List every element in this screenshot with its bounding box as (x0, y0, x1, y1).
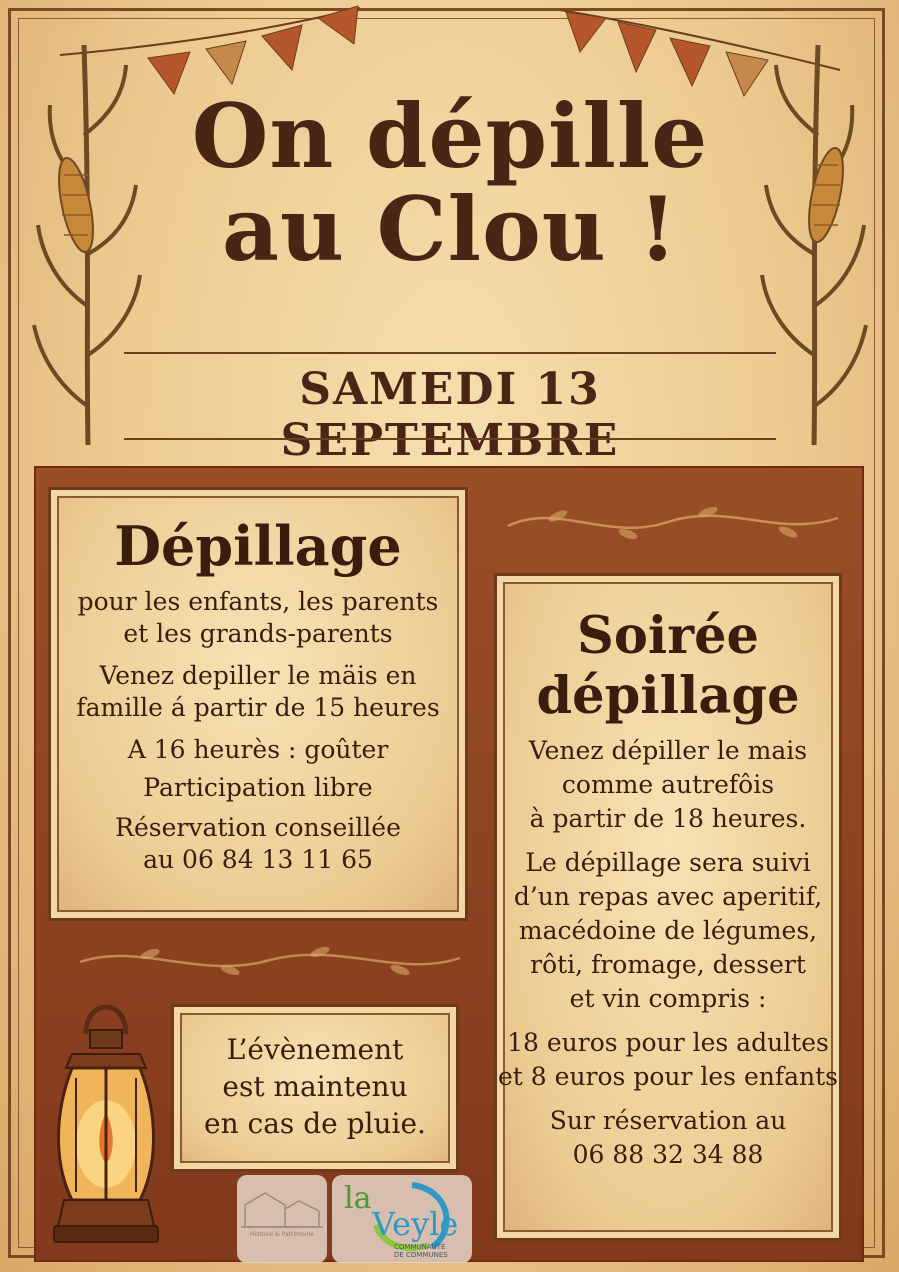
soiree-heading (497, 606, 839, 726)
veyle-subtitle-line-2: DE COMMUNES (394, 1251, 448, 1259)
title-line-1: On dépille (191, 84, 709, 188)
reservation-phone-1: au 06 84 13 11 65 (143, 845, 373, 874)
depillage-line: famille á partir de 15 heures (76, 693, 440, 722)
veyle-subtitle (394, 1243, 448, 1259)
soiree-price-children: et 8 euros pour les enfants (498, 1062, 838, 1091)
leaf-swirl-ornament-mid-icon (70, 936, 470, 986)
reservation-phone-2: 06 88 32 34 88 (572, 1140, 764, 1169)
soiree-line: et vin compris : (569, 984, 767, 1013)
building-outline-icon (237, 1175, 327, 1235)
depillage-line: pour les enfants, les parents (77, 587, 439, 616)
soiree-line: comme autrefôis (561, 770, 775, 799)
depillage-line: Venez depiller le mäis en (99, 661, 417, 690)
depillage-heading: Dépillage (114, 514, 402, 578)
date-rule-bottom (124, 438, 776, 440)
event-date: SAMEDI 13 SEPTEMBRE (280, 364, 620, 466)
soiree-line: Venez dépiller le mais (528, 736, 808, 765)
rain-notice-line: est maintenu (222, 1070, 408, 1103)
soiree-heading-line-1: Soirée (577, 606, 759, 666)
soiree-line: Sur réservation au (549, 1106, 787, 1135)
date-rule-top (124, 352, 776, 354)
depillage-line: Réservation conseillée (115, 813, 401, 842)
leaf-swirl-ornament-top-icon (498, 492, 848, 554)
soiree-heading-line-2: dépillage (536, 666, 800, 726)
veyle-subtitle-line-1: COMMUNAUTÉ (394, 1243, 446, 1251)
soiree-card (494, 573, 842, 1241)
patrimoine-caption: Histoire & Patrimoine (250, 1231, 314, 1238)
soiree-line: d’un repas avec aperitif, (513, 882, 823, 911)
depillage-line: A 16 heurès : goûter (127, 735, 389, 764)
veyle-la-text: la (344, 1181, 372, 1216)
soiree-line: macédoine de légumes, (518, 916, 818, 945)
depillage-card (48, 487, 468, 921)
oil-lantern-icon (46, 994, 166, 1256)
rain-notice-line: L’évènement (226, 1033, 404, 1066)
rain-notice-line: en cas de pluie. (204, 1107, 426, 1140)
depillage-line: et les grands-parents (123, 619, 393, 648)
soiree-price-adults: 18 euros pour les adultes (507, 1028, 829, 1057)
veyle-name-text: Veyle (372, 1205, 459, 1243)
soiree-line: Le dépillage sera suivi (525, 848, 811, 877)
histoire-patrimoine-logo (237, 1175, 327, 1263)
title-line-2: au Clou ! (221, 177, 679, 282)
depillage-line: Participation libre (143, 773, 373, 802)
soiree-line: à partir de 18 heures. (529, 804, 807, 833)
rain-notice-card (171, 1004, 459, 1172)
la-veyle-logo (332, 1175, 472, 1263)
poster-title (120, 84, 780, 282)
soiree-line: rôti, fromage, dessert (530, 950, 806, 979)
